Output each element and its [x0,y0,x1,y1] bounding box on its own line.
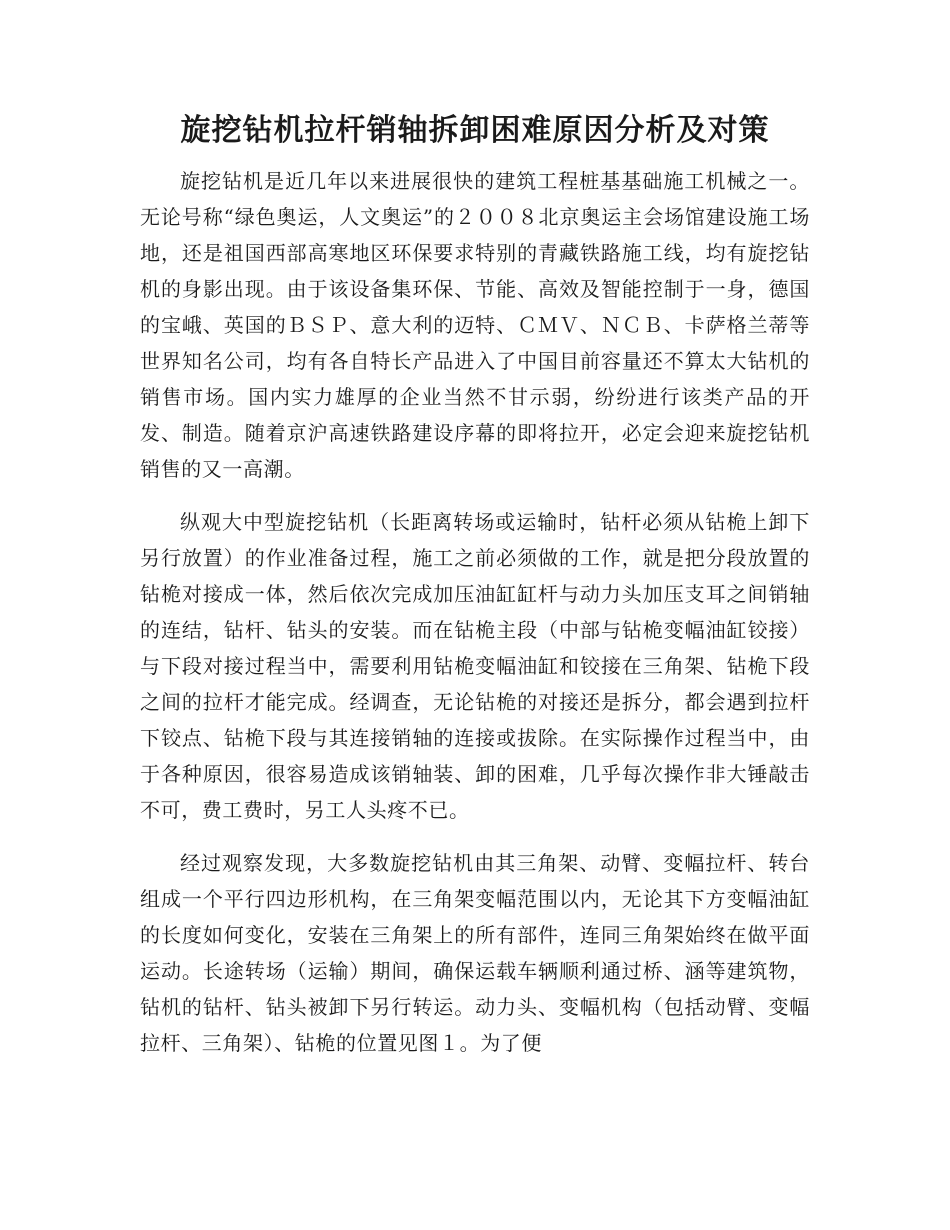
paragraph-3: 经过观察发现，大多数旋挖钻机由其三角架、动臂、变幅拉杆、转台组成一个平行四边形机构，在三角架变幅范围以内，无论其下方变幅油缸的长度如何变化，安装在三角架上的所有部件，连同三角架始终在做平面运动。长途转场（运输）期间，确保运载车辆顺利通过桥、涵等建筑物，钻机的钻杆、钻头被卸下另行转运。动力头、变幅机构（包括动臂、变幅拉杆、三角架）、钻桅的位置见图１。为了便 [140,851,810,1055]
document-page [140,105,810,1078]
document-title: 旋挖钻机拉杆销轴拆卸困难原因分析及对策 [180,113,770,148]
paragraph-1: 旋挖钻机是近几年以来进展很快的建筑工程桩基基础施工机械之一。无论号称“绿色奥运，人文奥运”的２００８北京奥运主会场馆建设施工场地，还是祖国西部高寒地区环保要求特别的青藏铁路施工线，均有旋挖钻机的身影出现。由于该设备集环保、节能、高效及智能控制于一身，德国的宝峨、英国的ＢＳＰ、意大利的迈特、ＣＭＶ、ＮＣＢ、卡萨格兰蒂等世界知名公司，均有各自特长产品进入了中国目前容量还不算太大钻机的销售市场。国内实力雄厚的企业当然不甘示弱，纷纷进行该类产品的开发、制造。随着京沪高速铁路建设序幕的即将拉开，必定会迎来旋挖钻机销售的又一高潮。 [140,169,810,481]
paragraph-2: 纵观大中型旋挖钻机（长距离转场或运输时，钻杆必须从钻桅上卸下另行放置）的作业准备过程，施工之前必须做的工作，就是把分段放置的钻桅对接成一体，然后依次完成加压油缸缸杆与动力头加压支耳之间销轴的连结，钻杆、钻头的安装。而在钻桅主段（中部与钻桅变幅油缸铰接）与下段对接过程当中，需要利用钻桅变幅油缸和铰接在三角架、钻桅下段之间的拉杆才能完成。经调查，无论钻桅的对接还是拆分，都会遇到拉杆下铰点、钻桅下段与其连接销轴的连接或拔除。在实际操作过程当中，由于各种原因，很容易造成该销轴装、卸的困难，几乎每次操作非大锤敲击不可，费工费时，另工人头疼不已。 [140,510,810,822]
